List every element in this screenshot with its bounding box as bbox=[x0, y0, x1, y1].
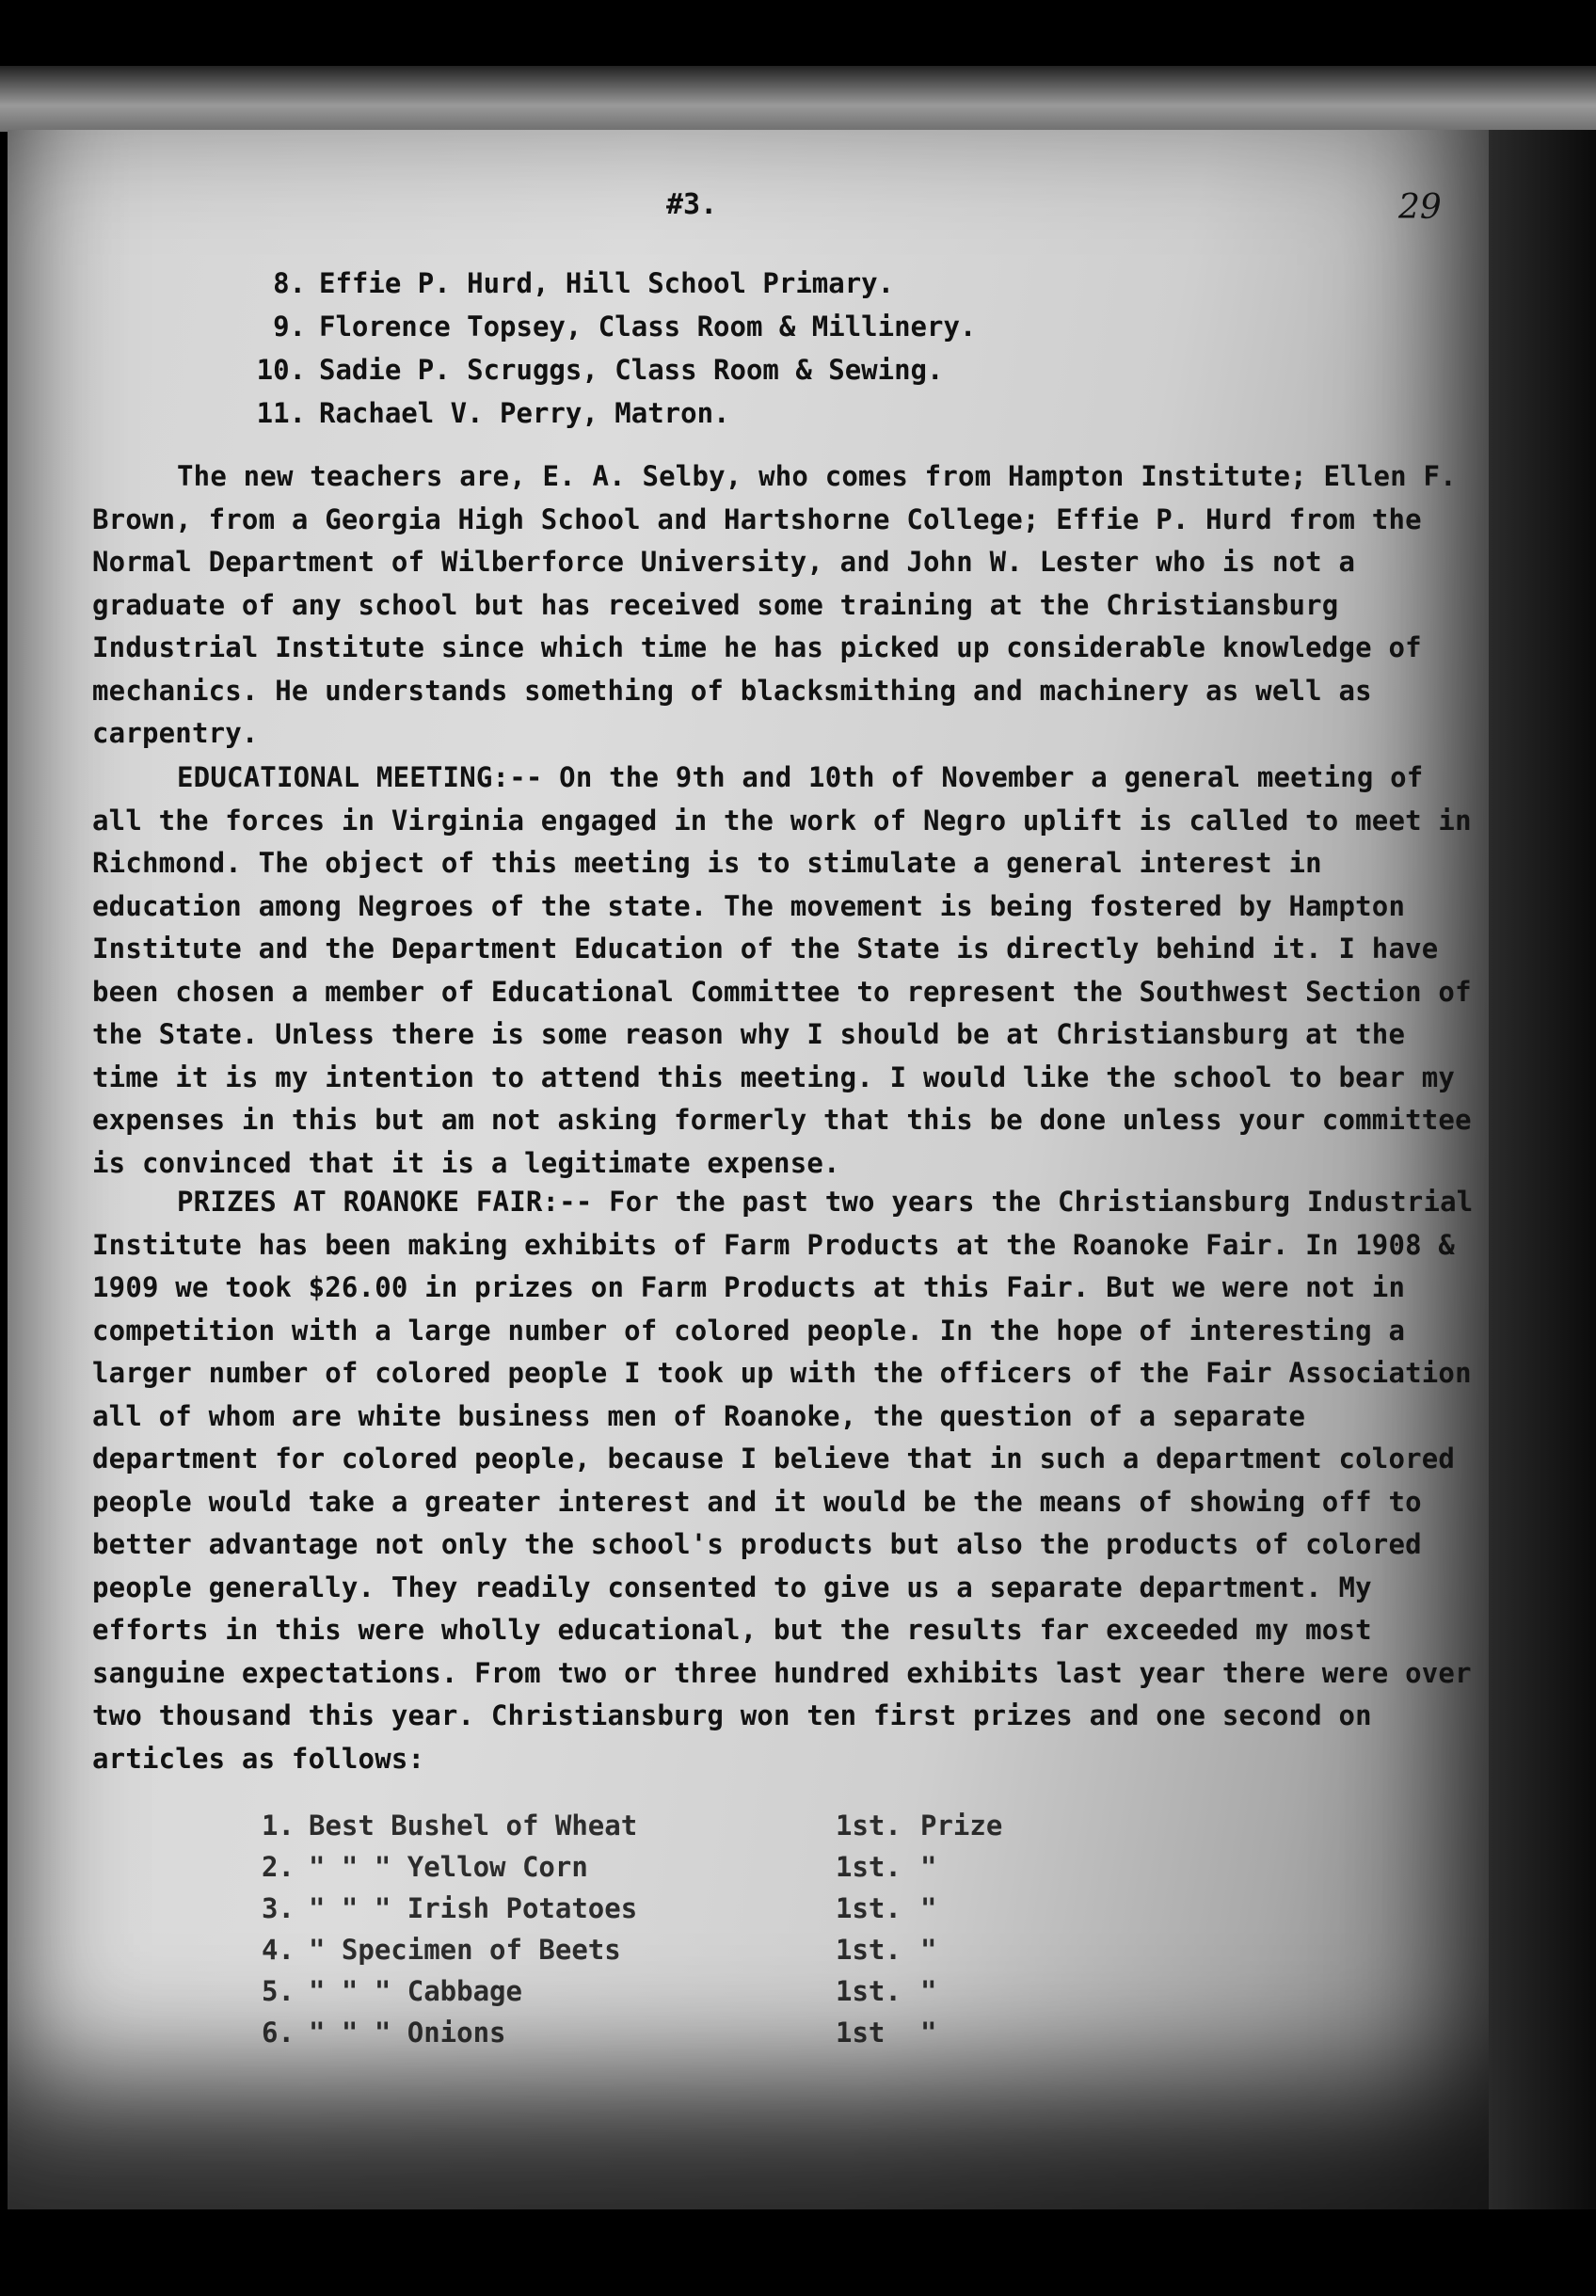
staff-text: Sadie P. Scruggs, Class Room & Sewing. bbox=[319, 354, 944, 386]
staff-text: Rachael V. Perry, Matron. bbox=[319, 397, 730, 429]
prize-number: 3. bbox=[262, 1892, 295, 1924]
prize-rank: 1st. bbox=[836, 1851, 902, 1883]
paragraph-educational-meeting bbox=[92, 757, 1485, 1185]
staff-item bbox=[247, 305, 976, 348]
page-number: #3. bbox=[666, 188, 718, 221]
folio-number: 29 bbox=[1398, 188, 1442, 227]
prize-label: Prize bbox=[920, 1810, 1003, 1842]
prize-item bbox=[262, 1888, 1002, 1929]
prize-item bbox=[262, 1846, 1002, 1888]
prize-list bbox=[262, 1805, 1002, 2053]
staff-item bbox=[247, 391, 976, 435]
staff-item bbox=[247, 348, 976, 391]
prize-number: 2. bbox=[262, 1851, 295, 1883]
prize-rank: 1st bbox=[836, 2017, 886, 2049]
staff-number: 8. bbox=[273, 267, 306, 299]
prize-label: " bbox=[920, 2017, 937, 2049]
prize-item bbox=[262, 1970, 1002, 2012]
prize-description: " Specimen of Beets bbox=[309, 1934, 621, 1966]
prize-item bbox=[262, 2012, 1002, 2053]
staff-number: 10. bbox=[256, 354, 306, 386]
prize-description: " " " Yellow Corn bbox=[309, 1851, 588, 1883]
paragraph-prizes-roanoke-fair bbox=[92, 1181, 1485, 1780]
film-edge bbox=[0, 66, 1596, 132]
prize-label: " bbox=[920, 1892, 937, 1924]
prize-number: 1. bbox=[262, 1810, 295, 1842]
prize-number: 6. bbox=[262, 2017, 295, 2049]
prize-rank: 1st. bbox=[836, 1810, 902, 1842]
page-edge-shadow bbox=[1489, 130, 1596, 2209]
document-page bbox=[8, 130, 1489, 2209]
paragraph-new-teachers bbox=[92, 455, 1485, 756]
prize-rank: 1st. bbox=[836, 1892, 902, 1924]
prize-label: " bbox=[920, 1975, 937, 2007]
prize-number: 5. bbox=[262, 1975, 295, 2007]
staff-number: 11. bbox=[256, 397, 306, 429]
prize-label: " bbox=[920, 1851, 937, 1883]
staff-list bbox=[247, 262, 976, 435]
prize-description: Best Bushel of Wheat bbox=[309, 1810, 638, 1842]
prize-rank: 1st. bbox=[836, 1975, 902, 2007]
prize-rank: 1st. bbox=[836, 1934, 902, 1966]
prize-label: " bbox=[920, 1934, 937, 1966]
prize-number: 4. bbox=[262, 1934, 295, 1966]
paragraph-text: The new teachers are, E. A. Selby, who comes from Hampton Institute; Ellen F. Brown, from a Georgia High School and Hartshorne College; Effie P. Hurd from the Normal Department of Wilberforce University, and John W. Lester who is not a graduate of any school but has received some training at the Christiansburg Industrial Institute since which time he has picked up considerable knowledge of mechanics. He understands something of blacksmithing and machinery as well as carpentry. bbox=[92, 460, 1457, 749]
paragraph-text: EDUCATIONAL MEETING:-- On the 9th and 10th of November a general meeting of all the forces in Virginia engaged in the work of Negro uplift is called to meet in Richmond. The object of this meeting is to stimulate a general interest in education among Negroes of the state. The movement is being fostered by Hampton Institute and the Department Education of the State is directly behind it. I have been chosen a member of Educational Committee to represent the Southwest Section of the State. Unless there is some reason why I should be at Christiansburg at the time it is my intention to attend this meeting. I would like the school to bear my expenses in this but am not asking formerly that this be done unless your committee is convinced that it is a legitimate expense. bbox=[92, 761, 1472, 1179]
prize-item bbox=[262, 1805, 1002, 1846]
prize-description: " " " Cabbage bbox=[309, 1975, 522, 2007]
staff-text: Florence Topsey, Class Room & Millinery. bbox=[319, 311, 977, 343]
staff-text: Effie P. Hurd, Hill School Primary. bbox=[319, 267, 895, 299]
prize-description: " " " Irish Potatoes bbox=[309, 1892, 638, 1924]
staff-number: 9. bbox=[273, 311, 306, 343]
prize-description: " " " Onions bbox=[309, 2017, 506, 2049]
staff-item bbox=[247, 262, 976, 305]
film-border-bottom bbox=[0, 2209, 1596, 2296]
paragraph-text: PRIZES AT ROANOKE FAIR:-- For the past two years the Christiansburg Industrial Institute has been making exhibits of Farm Products at the Roanoke Fair. In 1908 & 1909 we took $26.00 in prizes on Farm Products at this Fair. But we were not in competition with a large number of colored people. In the hope of interesting a larger number of colored people I took up with the officers of the Fair Association all of whom are white business men of Roanoke, the question of a separate department for colored people, because I believe that in such a department colored people would take a greater interest and it would be the means of showing off to better advantage not only the school's products but also the products of colored people generally. They readily consented to give us a separate department. My efforts in this were wholly educational, but the results far exceeded my most sanguine expectations. From two or three hundred exhibits last year there were over two thousand this year. Christiansburg won ten first prizes and one second on articles as follows: bbox=[92, 1186, 1474, 1775]
prize-item bbox=[262, 1929, 1002, 1970]
